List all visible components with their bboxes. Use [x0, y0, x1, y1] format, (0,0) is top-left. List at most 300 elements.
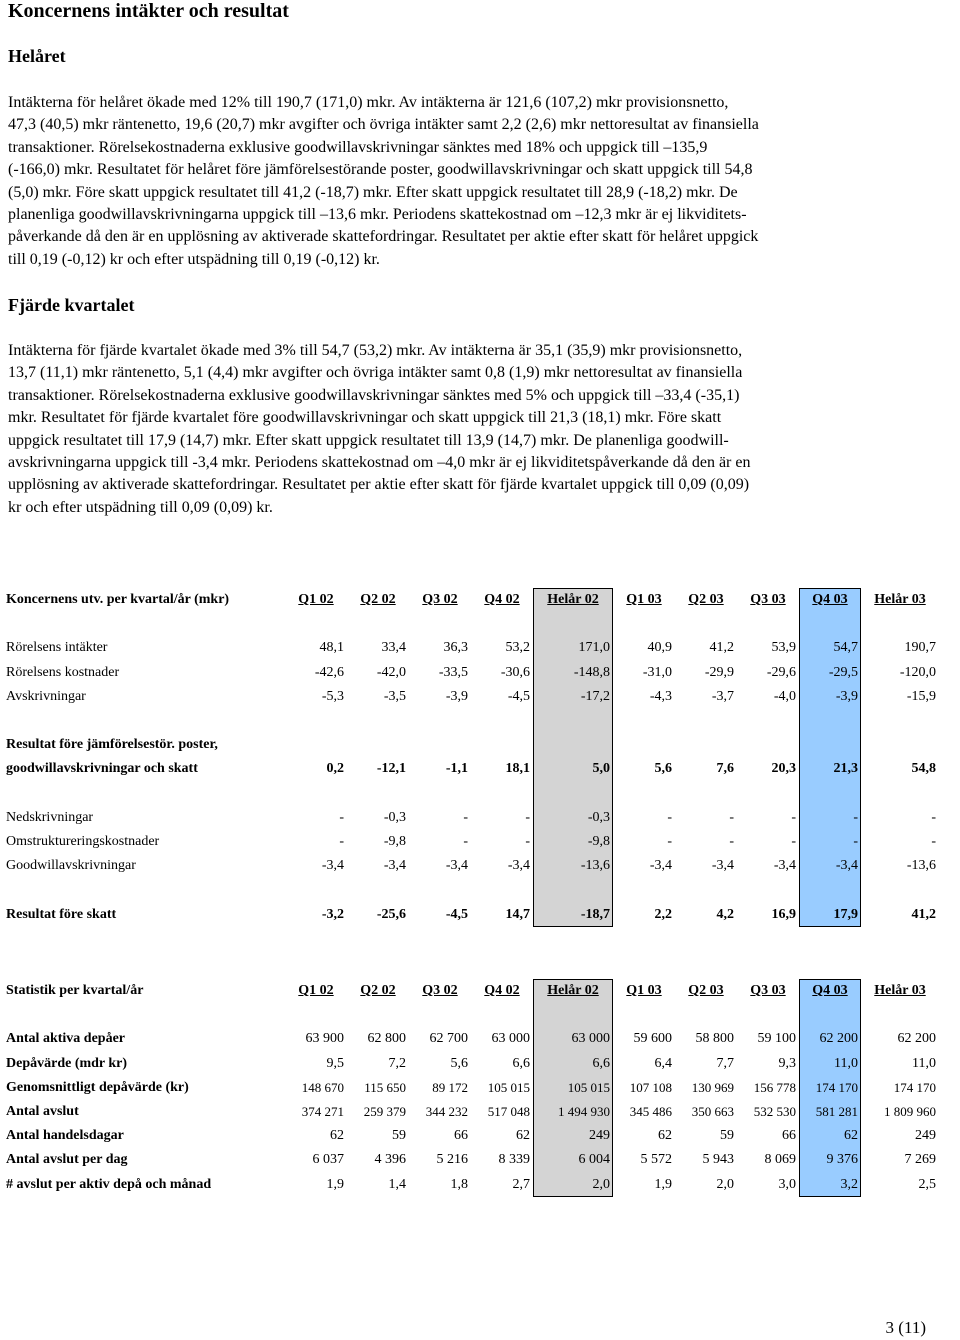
spacer-cell [799, 709, 861, 733]
table-cell: -3,9 [445, 688, 468, 704]
table-cell: 517 048 [487, 1104, 530, 1120]
table-cell [613, 733, 675, 757]
spacer-cell [285, 612, 347, 636]
table-cell: -25,6 [376, 906, 406, 922]
table-cell: - [729, 809, 734, 825]
table-cell: 249 [533, 1124, 613, 1148]
table-row [3, 1173, 939, 1197]
table-cell: 21,3 [799, 757, 861, 781]
table-cell: 11,0 [799, 1052, 861, 1076]
table-row [3, 1052, 939, 1076]
table-cell: -15,9 [906, 688, 936, 704]
row-label: Antal avslut [6, 1104, 79, 1120]
table-cell: - [667, 809, 672, 825]
table-cell: 59 600 [633, 1031, 672, 1047]
spacer-cell [409, 1003, 471, 1027]
table-cell: -4,3 [649, 688, 672, 704]
table-cell: 115 650 [364, 1079, 406, 1095]
spacer-cell [471, 709, 533, 733]
table-cell: -3,4 [649, 858, 672, 874]
paragraph-line: mkr. Resultatet för fjärde kvartalet före goodwillavskrivningar och skatt uppgick till 21,3 (18,1) mkr. Före skatt [8, 409, 722, 427]
spacer-cell [675, 1003, 737, 1027]
table-cell: 3,0 [778, 1176, 796, 1192]
table-cell: -3,4 [711, 858, 734, 874]
table-cell: - [525, 833, 530, 849]
table-cell: 62 [799, 1124, 861, 1148]
table-cell: -4,5 [445, 906, 468, 922]
column-header: Q4 02 [484, 592, 520, 608]
spacer-cell [737, 878, 799, 902]
row-label: Antal avslut per dag [6, 1152, 128, 1168]
table-cell: -0,3 [533, 806, 613, 830]
spacer-cell [285, 878, 347, 902]
table-cell: -42,6 [314, 664, 344, 680]
income-table [3, 588, 939, 927]
statistics-table [3, 979, 939, 1197]
table-cell: 2,7 [512, 1176, 530, 1192]
table-cell: 374 271 [301, 1104, 344, 1120]
row-label: Resultat före skatt [6, 906, 117, 922]
table-cell [675, 733, 737, 757]
table-row [3, 661, 939, 685]
table-cell: -5,3 [321, 688, 344, 704]
table-cell: 62 200 [897, 1031, 936, 1047]
table-cell: 40,9 [647, 640, 672, 656]
spacer-cell [675, 782, 737, 806]
table-cell: 6 037 [312, 1152, 344, 1168]
table-cell: 6,4 [654, 1055, 672, 1071]
row-label: Nedskrivningar [6, 809, 94, 825]
paragraph-line: (-166,0) mkr. Resultatet för helåret före jämförelsestörande poster, goodwillavskrivningar och skatt uppgick till 54,8 [8, 161, 753, 179]
spacer-cell [409, 878, 471, 902]
table-title: Statistik per kvartal/år [6, 983, 144, 999]
section-heading-year: Helåret [8, 46, 66, 66]
table-cell: -3,4 [773, 858, 796, 874]
table-cell: 41,2 [911, 906, 936, 922]
row-label: # avslut per aktiv depå och månad [6, 1176, 212, 1192]
table-cell: 54,8 [911, 761, 936, 777]
paragraph-line: Intäkterna för fjärde kvartalet ökade med 3% till 54,7 (53,2) mkr. Av intäkterna är 35,1 (35,9) mkr provisionsnetto, [8, 342, 743, 359]
table-cell: - [799, 830, 861, 854]
table-cell: 9 376 [799, 1148, 861, 1172]
table-cell: 2,5 [918, 1176, 936, 1192]
table-cell: 1,9 [654, 1176, 672, 1192]
table-cell: 17,9 [799, 902, 861, 926]
spacer-cell [799, 782, 861, 806]
table-cell: -4,5 [507, 688, 530, 704]
spacer-cell [675, 612, 737, 636]
spacer-cell [285, 1003, 347, 1027]
spacer-cell [533, 1003, 613, 1027]
table-cell: - [339, 809, 344, 825]
table-cell: 107 108 [629, 1079, 672, 1095]
table-cell: 62 800 [367, 1031, 406, 1047]
table-cell: 62 [658, 1128, 672, 1144]
spacer-cell [861, 709, 939, 733]
table-cell: -3,2 [321, 906, 344, 922]
spacer-cell [471, 878, 533, 902]
table-cell: -9,8 [383, 833, 406, 849]
table-cell: 190,7 [904, 640, 936, 656]
table-row [3, 1124, 939, 1148]
table-cell: 8 339 [498, 1152, 530, 1168]
table-cell: - [463, 809, 468, 825]
paragraph-line: transaktioner. Rörelsekostnaderna exklusive goodwillavskrivningar sänktes med 5% och uppgick till –33,4 (-35,1) [8, 386, 740, 404]
spacer-cell [799, 612, 861, 636]
table-cell: 41,2 [709, 640, 734, 656]
spacer-cell [3, 612, 285, 636]
paragraph-q4 [8, 340, 938, 519]
table-cell: 1 809 960 [884, 1104, 936, 1120]
paragraph-line: avskrivningarna uppgick till -3,4 mkr. Periodens skattekostnad om –4,0 mkr är ej likviditetspåverkande då den är en [8, 454, 751, 472]
spacer-cell [737, 782, 799, 806]
table-cell: -3,9 [799, 685, 861, 709]
paragraph-line: kr och efter utspädning till 0,09 (0,09) kr. [8, 498, 273, 516]
table-cell: 36,3 [443, 640, 468, 656]
table-cell: 130 969 [691, 1079, 734, 1095]
column-header: Q3 02 [422, 983, 458, 999]
table-cell: 6 004 [533, 1148, 613, 1172]
table-cell: 344 232 [425, 1104, 468, 1120]
table-cell: 148 670 [301, 1079, 344, 1095]
table-cell [409, 733, 471, 757]
table-cell: 9,5 [326, 1055, 344, 1071]
spacer-cell [471, 1003, 533, 1027]
spacer-cell [347, 782, 409, 806]
table-cell: 7,6 [716, 761, 734, 777]
table-cell: -3,7 [711, 688, 734, 704]
table-cell: 581 281 [799, 1100, 861, 1124]
table-cell: 89 172 [432, 1079, 468, 1095]
table-cell: 5 216 [436, 1152, 468, 1168]
table-cell: - [931, 809, 936, 825]
table-cell [737, 733, 799, 757]
spacer-cell [737, 1003, 799, 1027]
paragraph-line: Intäkterna för helåret ökade med 12% till 190,7 (171,0) mkr. Av intäkterna är 121,6 (107,2) mkr provisionsnetto, [8, 94, 729, 111]
table-cell: 7,7 [716, 1055, 734, 1071]
table-cell: 59 [392, 1128, 406, 1144]
table-cell: -29,9 [704, 664, 734, 680]
spacer-cell [613, 1003, 675, 1027]
table-cell: - [791, 809, 796, 825]
row-label: goodwillavskrivningar och skatt [6, 761, 198, 777]
table-cell: - [463, 833, 468, 849]
column-header: Q2 03 [688, 983, 724, 999]
table-cell: - [791, 833, 796, 849]
row-label: Resultat före jämförelsestör. poster, [6, 737, 218, 753]
table-cell: -148,8 [533, 661, 613, 685]
table-cell: 63 000 [533, 1027, 613, 1051]
paragraph-line: (5,0) mkr. Före skatt uppgick resultatet till 41,2 (-18,7) mkr. Efter skatt uppgick resultatet till 28,9 (-18,2) mkr. De [8, 183, 738, 201]
table-cell: 5 572 [640, 1152, 672, 1168]
spacer-cell [533, 709, 613, 733]
table-cell: 1,4 [388, 1176, 406, 1192]
table-cell: - [525, 809, 530, 825]
table-row [3, 1027, 939, 1051]
spacer-cell [533, 612, 613, 636]
table-cell [471, 733, 533, 757]
table-cell [347, 733, 409, 757]
table-row [3, 1148, 939, 1172]
spacer-cell [347, 878, 409, 902]
row-label: Omstruktureringskostnader [6, 833, 160, 849]
spacer-row [3, 1003, 939, 1027]
table-cell: 53,2 [505, 640, 530, 656]
table-cell: 105 015 [487, 1079, 530, 1095]
section-heading-q4: Fjärde kvartalet [8, 295, 135, 315]
table-cell: -3,4 [321, 858, 344, 874]
table-cell: -33,5 [438, 664, 468, 680]
table-cell: - [667, 833, 672, 849]
table-row [3, 902, 939, 926]
table-cell: 9,3 [778, 1055, 796, 1071]
spacer-row [3, 782, 939, 806]
table-cell: -3,4 [799, 854, 861, 878]
table-cell: 20,3 [771, 761, 796, 777]
table-cell: 53,9 [771, 640, 796, 656]
spacer-row [3, 878, 939, 902]
table-cell: -42,0 [376, 664, 406, 680]
column-header: Q2 02 [360, 983, 396, 999]
column-header: Q3 02 [422, 592, 458, 608]
spacer-cell [471, 612, 533, 636]
row-label: Depåvärde (mdr kr) [6, 1055, 128, 1071]
table-cell: -3,5 [383, 688, 406, 704]
spacer-cell [613, 612, 675, 636]
spacer-cell [347, 1003, 409, 1027]
table-cell: 6,6 [533, 1052, 613, 1076]
column-header: Q3 03 [750, 983, 786, 999]
paragraph-line: planenliga goodwillavskrivningarna uppgick till –13,6 mkr. Periodens skattekostnad om –12,3 mkr är ej likviditets- [8, 206, 747, 224]
table-cell: 8 069 [764, 1152, 796, 1168]
table-cell: -3,4 [445, 858, 468, 874]
table-cell: 4,2 [716, 906, 734, 922]
spacer-cell [613, 878, 675, 902]
spacer-cell [347, 709, 409, 733]
table-title: Koncernens utv. per kvartal/år (mkr) [6, 592, 230, 608]
column-header: Q2 02 [360, 592, 396, 608]
column-header: Helår 02 [533, 979, 613, 1003]
spacer-cell [409, 709, 471, 733]
table-cell: 59 100 [757, 1031, 796, 1047]
table-cell: 4 396 [374, 1152, 406, 1168]
table-cell: -17,2 [533, 685, 613, 709]
table-cell: -18,7 [533, 902, 613, 926]
table-row [3, 636, 939, 660]
paragraph-line: 47,3 (40,5) mkr räntenetto, 19,6 (20,7) mkr avgifter och övriga intäkter samt 2,2 (2,6) mkr nettoresultat av finansiella [8, 116, 759, 134]
table-cell: 249 [915, 1128, 936, 1144]
table-cell: 7 269 [904, 1152, 936, 1168]
column-header: Helår 03 [874, 983, 926, 999]
table-cell: 58 800 [695, 1031, 734, 1047]
spacer-cell [799, 878, 861, 902]
spacer-cell [675, 709, 737, 733]
table-cell: -12,1 [376, 761, 406, 777]
spacer-cell [3, 1003, 285, 1027]
spacer-cell [737, 709, 799, 733]
table-cell: 48,1 [319, 640, 344, 656]
table-row [3, 733, 939, 757]
table-row [3, 854, 939, 878]
table-row [3, 1076, 939, 1100]
table-cell: 1,8 [450, 1176, 468, 1192]
column-header: Q3 03 [750, 592, 786, 608]
column-header: Q2 03 [688, 592, 724, 608]
table-cell: -30,6 [500, 664, 530, 680]
column-header: Q1 03 [626, 983, 662, 999]
paragraph-year [8, 92, 938, 271]
column-header: Helår 02 [533, 588, 613, 612]
table-cell: - [931, 833, 936, 849]
table-cell: 62 200 [799, 1027, 861, 1051]
column-header: Helår 03 [874, 592, 926, 608]
table-cell: 345 486 [629, 1104, 672, 1120]
table-cell: 0,2 [326, 761, 344, 777]
table-cell: 5,6 [450, 1055, 468, 1071]
table-cell: -120,0 [899, 664, 936, 680]
spacer-cell [409, 612, 471, 636]
spacer-cell [471, 782, 533, 806]
table-cell: 174 170 [799, 1076, 861, 1100]
table-cell: 66 [782, 1128, 796, 1144]
table-cell: 1 494 930 [533, 1100, 613, 1124]
spacer-cell [533, 878, 613, 902]
row-label: Antal aktiva depåer [6, 1031, 125, 1047]
column-header: Q4 02 [484, 983, 520, 999]
column-header: Q4 03 [799, 588, 861, 612]
table-cell: 174 170 [893, 1079, 936, 1095]
table-cell: 14,7 [505, 906, 530, 922]
table-cell [533, 733, 613, 757]
table-cell: -29,6 [766, 664, 796, 680]
table-cell: 16,9 [771, 906, 796, 922]
page-title: Koncernens intäkter och resultat [8, 0, 289, 22]
table-cell: -9,8 [533, 830, 613, 854]
spacer-cell [285, 709, 347, 733]
table-cell: 63 900 [305, 1031, 344, 1047]
spacer-cell [3, 782, 285, 806]
table-cell [285, 733, 347, 757]
spacer-cell [3, 709, 285, 733]
spacer-cell [613, 709, 675, 733]
table-cell: 2,0 [716, 1176, 734, 1192]
table-cell: 171,0 [533, 636, 613, 660]
table-header-row [3, 979, 939, 1003]
spacer-cell [409, 782, 471, 806]
column-header: Q1 03 [626, 592, 662, 608]
paragraph-line: upplösning av aktiverade skattefordringar. Resultatet per aktie efter skatt för fjärde kvartalet uppgick till 0,09 (0,09) [8, 476, 750, 494]
row-label: Genomsnittligt depåvärde (kr) [6, 1079, 189, 1095]
paragraph-line: transaktioner. Rörelsekostnaderna exklusive goodwillavskrivningar sänktes med 18% och uppgick till –135,9 [8, 138, 708, 156]
spacer-cell [533, 782, 613, 806]
table-cell: - [339, 833, 344, 849]
page-number: 3 (11) [885, 1318, 926, 1337]
spacer-cell [613, 782, 675, 806]
spacer-cell [799, 1003, 861, 1027]
table-row [3, 806, 939, 830]
table-cell: - [799, 806, 861, 830]
table-cell: -3,4 [383, 858, 406, 874]
table-cell: 59 [720, 1128, 734, 1144]
table-cell: 156 778 [753, 1079, 796, 1095]
spacer-row [3, 709, 939, 733]
table-cell: - [729, 833, 734, 849]
table-cell: 350 663 [691, 1104, 734, 1120]
table-row [3, 685, 939, 709]
column-header: Q4 03 [799, 979, 861, 1003]
table-cell: -29,5 [799, 661, 861, 685]
table-cell [861, 733, 939, 757]
row-label: Antal handelsdagar [6, 1128, 124, 1144]
row-label: Avskrivningar [6, 688, 86, 704]
table-cell: 33,4 [381, 640, 406, 656]
paragraph-line: till 0,19 (-0,12) kr och efter utspädning till 0,19 (-0,12) kr. [8, 250, 380, 268]
paragraph-line: påverkande då den är en upplösning av aktiverade skattefordringar. Resultatet per aktie efter skatt för helåret uppgick [8, 228, 759, 246]
spacer-cell [737, 612, 799, 636]
table-cell: 62 [516, 1128, 530, 1144]
row-label: Rörelsens intäkter [6, 640, 108, 656]
table-cell: 5,0 [533, 757, 613, 781]
spacer-row [3, 612, 939, 636]
spacer-cell [861, 782, 939, 806]
spacer-cell [861, 1003, 939, 1027]
table-cell: 62 700 [429, 1031, 468, 1047]
table-cell: 259 379 [363, 1104, 406, 1120]
table-cell: 18,1 [505, 761, 530, 777]
table-cell: -1,1 [445, 761, 468, 777]
spacer-cell [861, 878, 939, 902]
row-label: Goodwillavskrivningar [6, 858, 136, 874]
spacer-cell [3, 878, 285, 902]
table-cell: -13,6 [533, 854, 613, 878]
spacer-cell [675, 878, 737, 902]
paragraph-line: uppgick resultatet till 17,9 (14,7) mkr. Efter skatt uppgick resultatet till 13,9 (14,7) mkr. De planenliga goodwill- [8, 431, 729, 449]
table-header-row [3, 588, 939, 612]
column-header: Q1 02 [298, 983, 334, 999]
table-cell: 532 530 [753, 1104, 796, 1120]
table-cell: -0,3 [383, 809, 406, 825]
table-cell: -4,0 [773, 688, 796, 704]
spacer-cell [347, 612, 409, 636]
table-cell: 63 000 [491, 1031, 530, 1047]
row-label: Rörelsens kostnader [6, 664, 120, 680]
table-cell: 54,7 [799, 636, 861, 660]
table-cell: 2,2 [654, 906, 672, 922]
table-cell: 11,0 [912, 1055, 936, 1071]
table-cell: 6,6 [512, 1055, 530, 1071]
table-cell: 7,2 [388, 1055, 406, 1071]
table-cell: 5 943 [702, 1152, 734, 1168]
table-cell: -31,0 [642, 664, 672, 680]
table-cell: 62 [330, 1128, 344, 1144]
table-cell: 1,9 [326, 1176, 344, 1192]
table-cell: 5,6 [654, 761, 672, 777]
table-cell [799, 733, 861, 757]
column-header: Q1 02 [298, 592, 334, 608]
table-row [3, 757, 939, 781]
table-cell: 2,0 [533, 1173, 613, 1197]
table-cell: 105 015 [533, 1076, 613, 1100]
table-row [3, 830, 939, 854]
table-cell: -13,6 [906, 858, 936, 874]
table-row [3, 1100, 939, 1124]
table-cell: 3,2 [799, 1173, 861, 1197]
paragraph-line: 13,7 (11,1) mkr räntenetto, 5,1 (4,4) mkr avgifter och övriga intäkter samt 0,8 (1,9) mkr nettoresultat av finansiella [8, 364, 743, 382]
spacer-cell [861, 612, 939, 636]
spacer-cell [285, 782, 347, 806]
table-cell: -3,4 [507, 858, 530, 874]
table-cell: 66 [454, 1128, 468, 1144]
